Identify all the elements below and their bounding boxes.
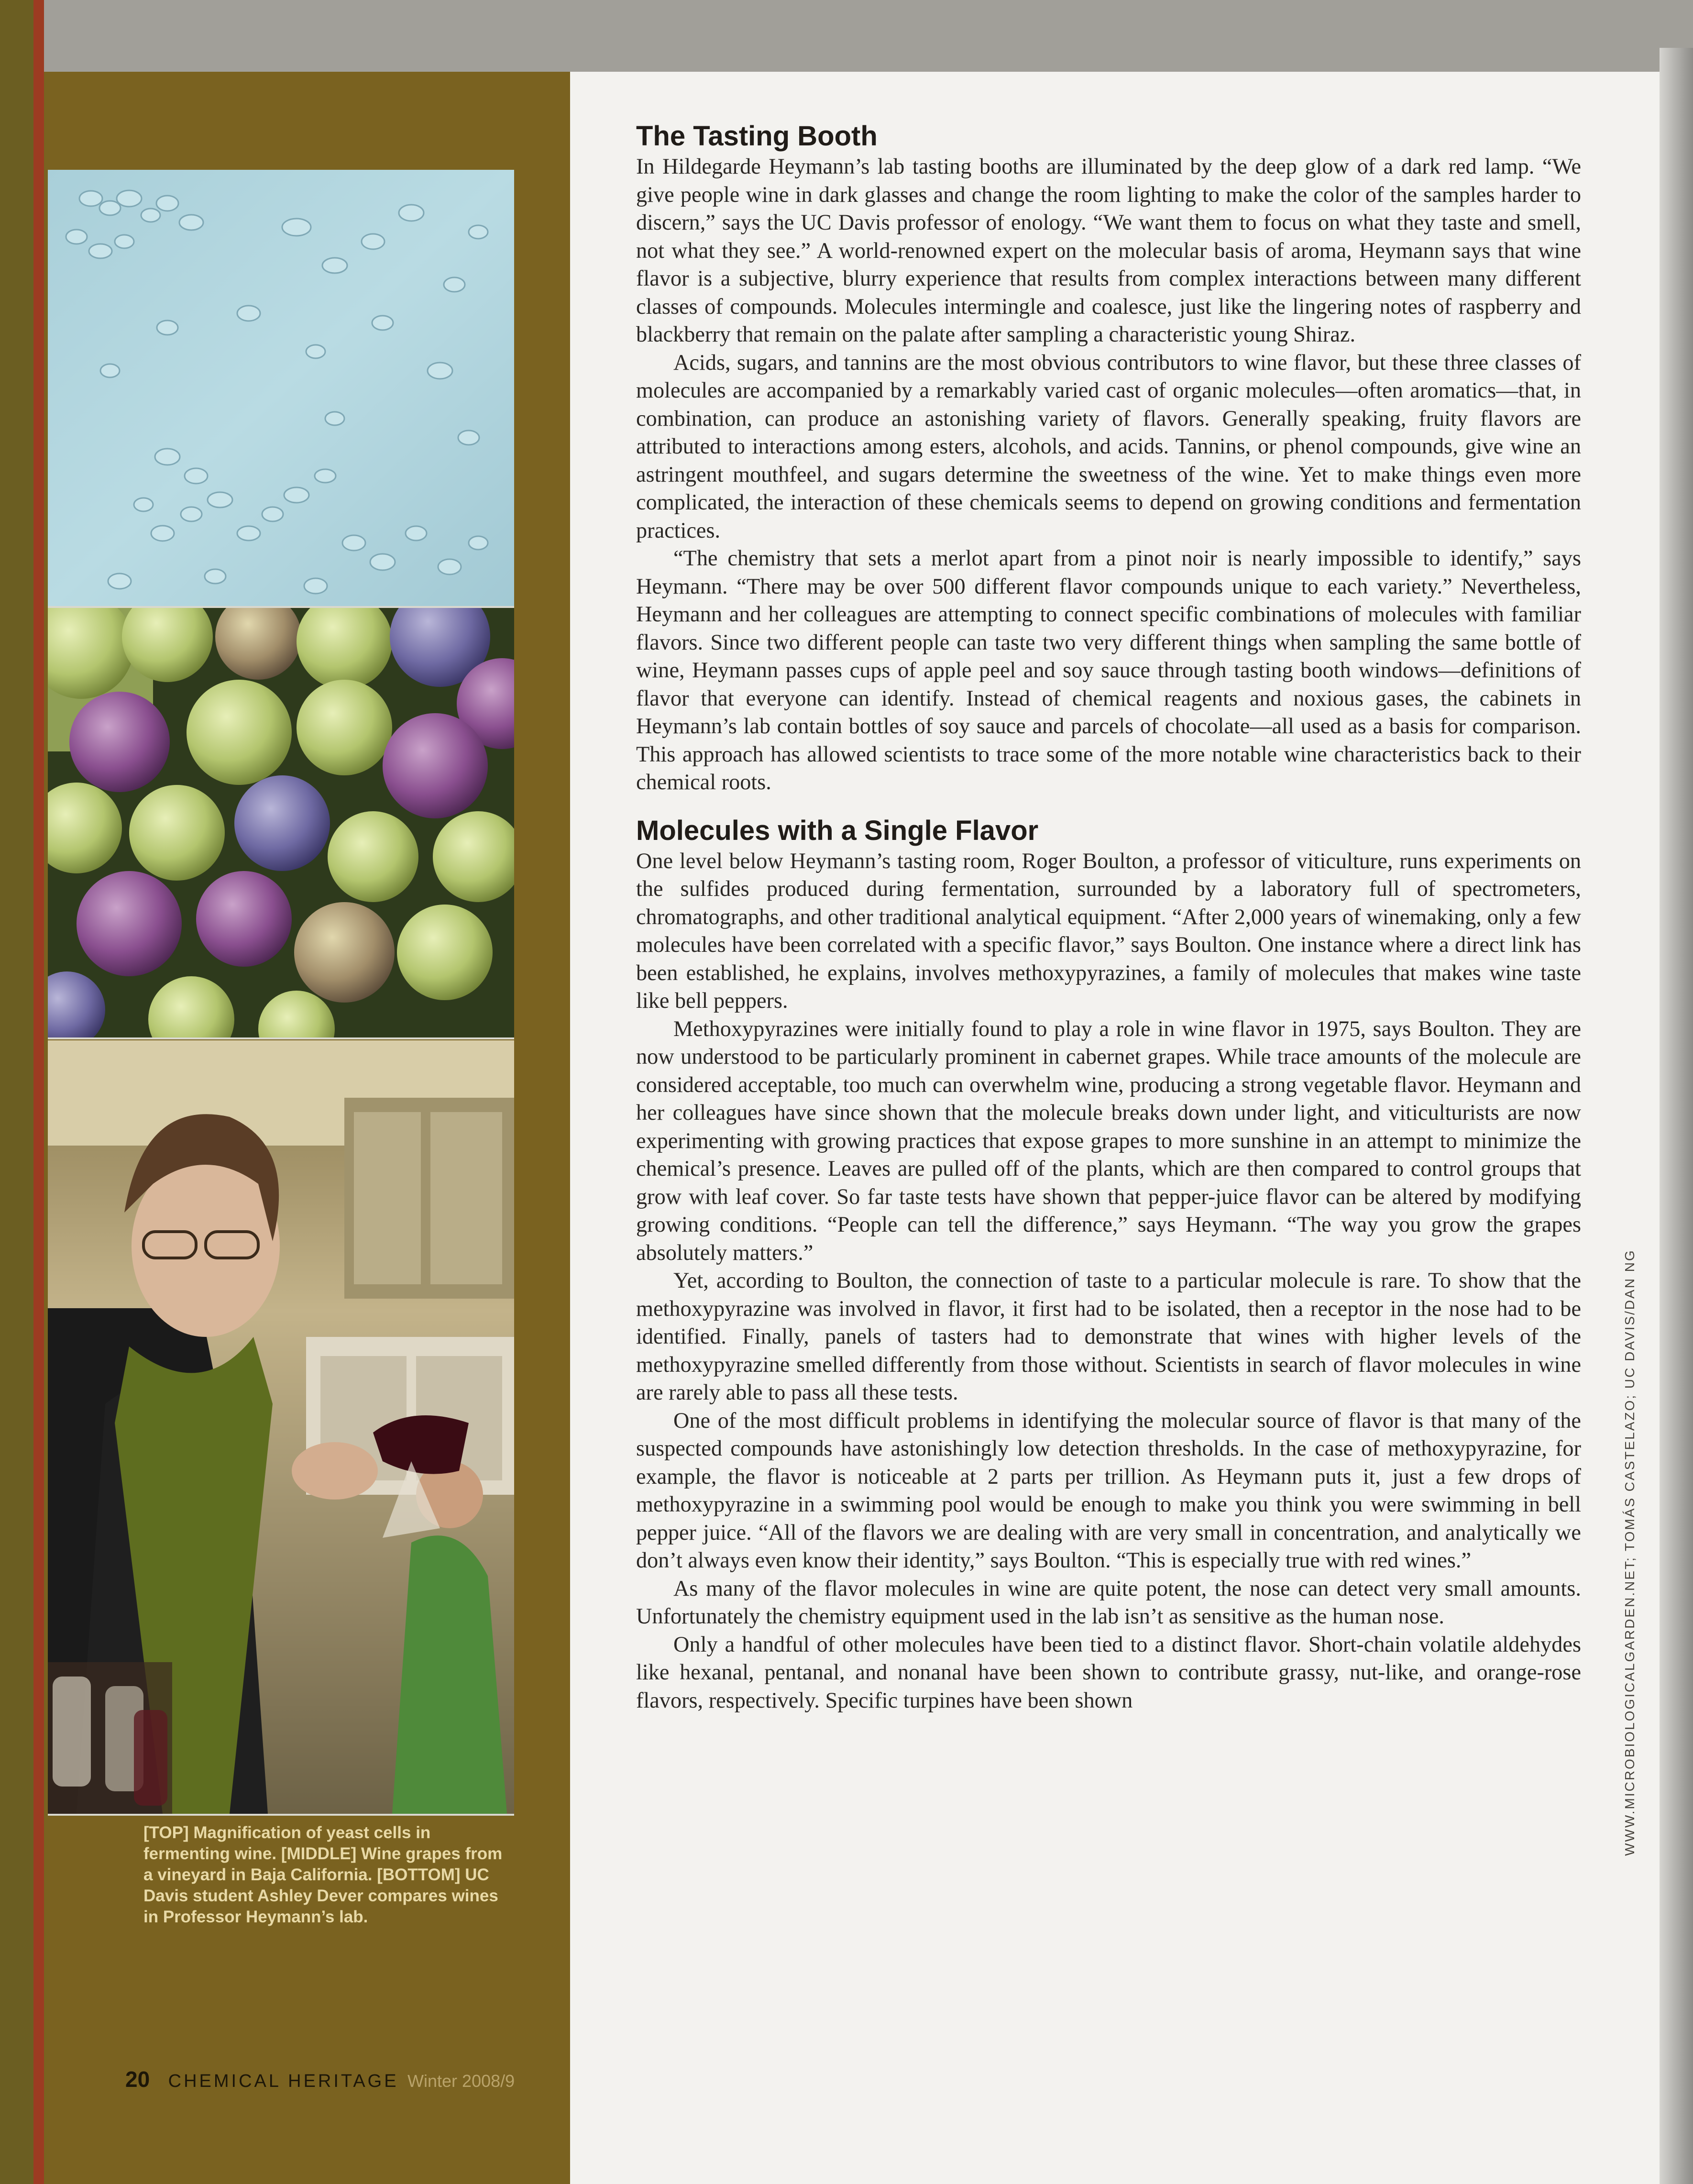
section-heading-single-flavor: Molecules with a Single Flavor <box>636 815 1039 846</box>
paragraph: Only a handful of other molecules have been tied to a distinct flavor. Short-chain volatile aldehydes like hexanal, pentanal, and nonanal have been shown to contribute grassy, nut-like, and orange-rose flavors, respectively. Specific turpines have been shown <box>636 1632 1581 1713</box>
issue-date: Winter 2008/9 <box>407 2071 515 2091</box>
paragraph: Acids, sugars, and tannins are the most obvious contributors to wine flavor, but these three classes of molecules are accompanied by a remarkably varied cast of organic molecules—often aromatics—that, in combination, can produce an astonishing variety of flavors. Generally speaking, fruity flavors are attributed to interactions among esters, alcohols, and acids. Tannins, or phenol compounds, give wine an astringent mouthfeel, and sugars determine the sweetness of the wine. Yet to make things even more complicated, the interaction of these chemicals seems to depend on growing conditions and fermentation practices. <box>636 350 1581 543</box>
photo-yeast-cells <box>48 170 514 608</box>
page-right-shadow <box>1660 48 1693 2184</box>
article-body <box>636 120 1581 1715</box>
photo-credit: WWW.MICROBIOLOGICALGARDEN.NET; TOMÁS CASTELAZO; UC DAVIS/DAN NG <box>1622 1249 1637 1856</box>
section-spacer <box>636 797 1581 814</box>
magazine-name: CHEMICAL HERITAGE <box>168 2071 399 2091</box>
paragraph: Yet, according to Boulton, the connection of taste to a particular molecule is rare. To show that the methoxypyrazine was involved in flavor, it first had to be isolated, then a receptor in the nose had to be identified. Finally, panels of tasters had to demonstrate that wines with higher levels of the methoxypyrazine smelled differently from those without. Scientists in search of flavor molecules in wine are rarely able to pass all these tests. <box>636 1268 1581 1405</box>
paragraph: Methoxypyrazines were initially found to play a role in wine flavor in 1975, says Boulton. They are now understood to be particularly prominent in cabernet grapes. While trace amounts of the molecule are considered acceptable, too much can overwhelm wine, producing a strong vegetable flavor. Heymann and her colleagues have since shown that the molecule breaks down under light, and viticulturists are now experimenting with growing practices that expose grapes to more sunshine in an attempt to minimize the chemical’s presence. Leaves are pulled off of the plants, which are then compared to control groups that grow with leaf cover. So far taste tests have shown that pepper-juice flavor can be altered by modifying growing conditions. “People can tell the difference,” says Heymann. “The way you grow the grapes absolutely matters.” <box>636 1016 1581 1265</box>
paragraph: One level below Heymann’s tasting room, Roger Boulton, a professor of viticulture, runs experiments on the sulfides produced during fermentation, surrounded by a laboratory full of spectrometers, chromatographs, and other traditional analytical equipment. “After 2,000 years of winemaking, only a few molecules have been correlated with a specific flavor,” says Boulton. One instance where a direct link has been established, he explains, involves methoxypyrazines, a family of molecules that makes wine taste like bell peppers. <box>636 849 1581 1013</box>
section-heading-tasting-booth: The Tasting Booth <box>636 121 878 152</box>
student-image <box>48 1040 514 1814</box>
photo-caption: [TOP] Magnification of yeast cells in fermenting wine. [MIDDLE] Wine grapes from a vineyard in Baja California. [BOTTOM] UC Davis student Ashley Dever compares wines in Professor Heymann’s lab. <box>143 1823 503 1926</box>
photo-student-wine <box>48 1040 514 1816</box>
paragraph: One of the most difficult problems in identifying the molecular source of flavor is that many of the suspected compounds have astonishingly low detection thresholds. In the case of methoxypyrazine, for example, the flavor is noticeable at 2 parts per trillion. As Heymann puts it, just a few drops of methoxypyrazine in a swimming pool would be enough to make you think you were swimming in bell pepper juice. “All of the flavors we are dealing with are very small in concentration, and analytically we don’t always even know their identity,” says Boulton. “This is especially true with red wines.” <box>636 1408 1581 1573</box>
paragraph: “The chemistry that sets a merlot apart from a pinot noir is nearly impossible to identify,” says Heymann. “There may be over 500 different flavor compounds unique to each variety.” Nevertheless, Heymann and her colleagues are attempting to connect specific combinations of molecules with familiar flavors. Since two different people can taste two very different things when sampling the same bottle of wine, Heymann passes cups of apple peel and soy sauce through tasting booth windows—definitions of flavor that everyone can identify. Instead of chemical reagents and noxious gases, the cabinets in Heymann’s lab contain bottles of soy sauce and parcels of chocolate—all used as a basis for comparison. This approach has allowed scientists to trace some of the more notable wine characteristics back to their chemical roots. <box>636 546 1581 794</box>
page-folio <box>125 2066 515 2092</box>
photo-wine-grapes <box>48 608 514 1039</box>
yeast-image <box>48 170 514 606</box>
paragraph: As many of the flavor molecules in wine are quite potent, the nose can detect very small amounts. Unfortunately the chemistry equipment used in the lab isn’t as sensitive as the human nose. <box>636 1576 1581 1629</box>
page-binding-edge-red <box>33 0 44 2184</box>
paragraph: In Hildegarde Heymann’s lab tasting booths are illuminated by the deep glow of a dark red lamp. “We give people wine in dark glasses and change the room lighting to make the color of the samples harder to discern,” says the UC Davis professor of enology. “We want them to focus on what they taste and smell, not what they see.” A world-renowned expert on the molecular basis of aroma, Heymann says that wine flavor is a subjective, blurry experience that results from complex interactions between many different classes of compounds. Molecules intermingle and coalesce, just like the lingering notes of raspberry and blackberry that remain on the palate after sampling a characteristic young Shiraz. <box>636 154 1581 347</box>
scan-background-top <box>0 0 1693 72</box>
page-number: 20 <box>125 2067 150 2092</box>
grapes-image <box>48 608 514 1037</box>
